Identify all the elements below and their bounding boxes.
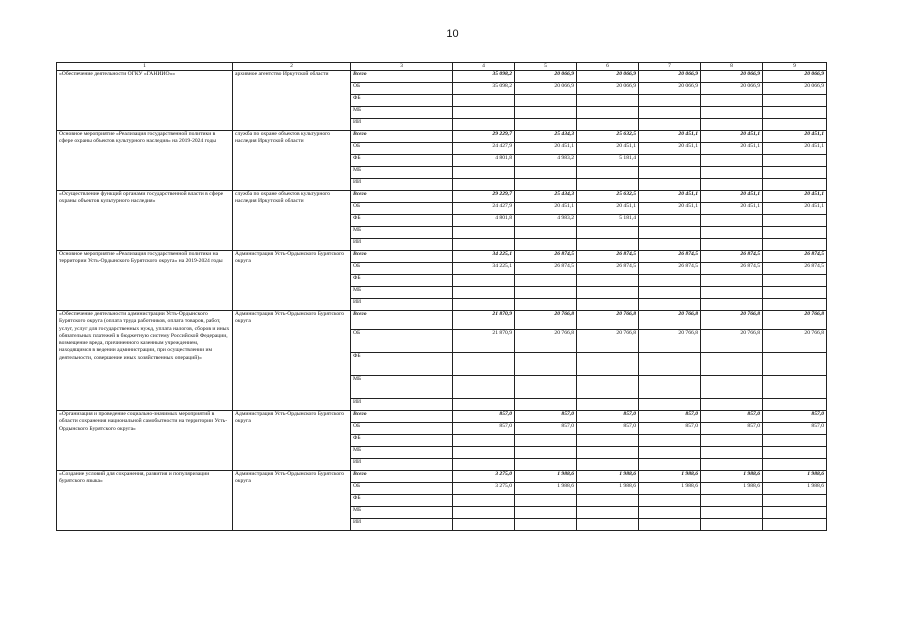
- amount-cell: [639, 399, 701, 411]
- amount-cell: 20 766,8: [701, 330, 763, 353]
- amount-cell: [701, 299, 763, 311]
- amount-cell: 20 451,1: [515, 203, 577, 215]
- amount-cell: 20 451,1: [701, 203, 763, 215]
- amount-cell: 25 434,3: [515, 131, 577, 143]
- amount-cell: 857,0: [577, 411, 639, 423]
- amount-cell: 34 225,1: [453, 263, 515, 275]
- amount-cell: 1 988,6: [763, 471, 827, 483]
- amount-cell: 26 874,5: [515, 251, 577, 263]
- amount-cell: [577, 353, 639, 376]
- column-header: 4: [453, 63, 515, 71]
- funding-source-cell: ИИ: [351, 299, 453, 311]
- amount-cell: [763, 155, 827, 167]
- amount-cell: 857,0: [763, 423, 827, 435]
- amount-cell: [763, 376, 827, 399]
- amount-cell: [639, 167, 701, 179]
- column-header: 9: [763, 63, 827, 71]
- amount-cell: [639, 179, 701, 191]
- amount-cell: 20 451,1: [763, 203, 827, 215]
- column-header: 8: [701, 63, 763, 71]
- amount-cell: 3 275,0: [453, 483, 515, 495]
- amount-cell: 26 874,5: [639, 263, 701, 275]
- amount-cell: 20 066,9: [639, 71, 701, 83]
- amount-cell: [577, 239, 639, 251]
- amount-cell: 35 098,2: [453, 83, 515, 95]
- funding-source-cell: МБ: [351, 287, 453, 299]
- amount-cell: 857,0: [701, 411, 763, 423]
- page-number: 10: [446, 28, 459, 40]
- amount-cell: 26 874,5: [577, 251, 639, 263]
- amount-cell: [453, 435, 515, 447]
- table-row: [57, 71, 827, 83]
- amount-cell: [639, 376, 701, 399]
- funding-source-cell: ФБ: [351, 215, 453, 227]
- amount-cell: [763, 119, 827, 131]
- funding-source-cell: ФБ: [351, 275, 453, 287]
- amount-cell: 26 874,5: [701, 263, 763, 275]
- amount-cell: [763, 95, 827, 107]
- funding-source-cell: МБ: [351, 227, 453, 239]
- amount-cell: 1 988,6: [701, 483, 763, 495]
- amount-cell: [763, 239, 827, 251]
- amount-cell: 1 988,6: [639, 483, 701, 495]
- amount-cell: [577, 275, 639, 287]
- funding-source-cell: ОБ: [351, 483, 453, 495]
- amount-cell: 20 766,8: [515, 330, 577, 353]
- executor-cell: Администрация Усть-Ордынского Бурятского округа: [233, 471, 351, 531]
- amount-cell: [577, 447, 639, 459]
- activity-name-cell: Основное мероприятие «Реализация государственной политики на территории Усть-Ордынского Бурятского округа» на 2019-2024 годы: [57, 251, 233, 311]
- amount-cell: [639, 107, 701, 119]
- amount-cell: [763, 495, 827, 507]
- amount-cell: 20 451,1: [639, 131, 701, 143]
- amount-cell: 1 988,6: [515, 471, 577, 483]
- amount-cell: [577, 107, 639, 119]
- amount-cell: 3 275,0: [453, 471, 515, 483]
- amount-cell: [577, 399, 639, 411]
- funding-source-cell: ИИ: [351, 119, 453, 131]
- amount-cell: [639, 215, 701, 227]
- amount-cell: [453, 227, 515, 239]
- amount-cell: 26 874,5: [763, 251, 827, 263]
- amount-cell: 20 766,8: [577, 311, 639, 330]
- amount-cell: [701, 399, 763, 411]
- activity-name-cell: «Создание условий для сохранения, развития и популяризации бурятского языка»: [57, 471, 233, 531]
- amount-cell: [515, 399, 577, 411]
- amount-cell: [453, 299, 515, 311]
- amount-cell: [763, 287, 827, 299]
- amount-cell: 20 066,9: [763, 71, 827, 83]
- amount-cell: [453, 353, 515, 376]
- amount-cell: 20 066,9: [577, 83, 639, 95]
- funding-source-cell: ИИ: [351, 459, 453, 471]
- funding-source-cell: ОБ: [351, 203, 453, 215]
- amount-cell: 4 801,8: [453, 215, 515, 227]
- amount-cell: 29 229,7: [453, 131, 515, 143]
- amount-cell: 26 874,5: [639, 251, 701, 263]
- amount-cell: [639, 95, 701, 107]
- funding-source-cell: Всего: [351, 311, 453, 330]
- amount-cell: 20 451,1: [639, 143, 701, 155]
- amount-cell: 24 427,9: [453, 143, 515, 155]
- amount-cell: 857,0: [515, 411, 577, 423]
- amount-cell: [515, 227, 577, 239]
- table-body: [57, 71, 827, 531]
- amount-cell: [763, 299, 827, 311]
- amount-cell: [701, 519, 763, 531]
- amount-cell: [701, 353, 763, 376]
- amount-cell: [515, 107, 577, 119]
- amount-cell: 20 066,9: [577, 71, 639, 83]
- amount-cell: 20 066,9: [639, 83, 701, 95]
- amount-cell: [701, 495, 763, 507]
- amount-cell: 20 766,8: [639, 330, 701, 353]
- amount-cell: 857,0: [515, 423, 577, 435]
- amount-cell: [515, 519, 577, 531]
- amount-cell: [453, 167, 515, 179]
- column-header: 6: [577, 63, 639, 71]
- amount-cell: 5 181,4: [577, 155, 639, 167]
- column-header: 1: [57, 63, 233, 71]
- column-header: 2: [233, 63, 351, 71]
- amount-cell: [701, 287, 763, 299]
- amount-cell: [701, 167, 763, 179]
- executor-cell: архивное агентство Иркутской области: [233, 71, 351, 131]
- amount-cell: [577, 299, 639, 311]
- amount-cell: [639, 495, 701, 507]
- amount-cell: [577, 507, 639, 519]
- amount-cell: [763, 215, 827, 227]
- amount-cell: [763, 519, 827, 531]
- amount-cell: [701, 435, 763, 447]
- funding-source-cell: Всего: [351, 411, 453, 423]
- amount-cell: [453, 239, 515, 251]
- funding-source-cell: МБ: [351, 447, 453, 459]
- amount-cell: [639, 519, 701, 531]
- funding-source-cell: ОБ: [351, 83, 453, 95]
- funding-source-cell: Всего: [351, 71, 453, 83]
- amount-cell: [515, 119, 577, 131]
- amount-cell: 20 451,1: [639, 203, 701, 215]
- amount-cell: [763, 167, 827, 179]
- amount-cell: [639, 287, 701, 299]
- column-header: 5: [515, 63, 577, 71]
- amount-cell: [763, 227, 827, 239]
- amount-cell: [639, 435, 701, 447]
- amount-cell: [763, 447, 827, 459]
- amount-cell: 26 874,5: [763, 263, 827, 275]
- funding-source-cell: ФБ: [351, 95, 453, 107]
- funding-source-cell: ФБ: [351, 495, 453, 507]
- amount-cell: 857,0: [639, 411, 701, 423]
- amount-cell: [577, 119, 639, 131]
- amount-cell: [515, 447, 577, 459]
- amount-cell: [639, 227, 701, 239]
- amount-cell: [577, 435, 639, 447]
- table-row: [57, 131, 827, 143]
- amount-cell: [639, 353, 701, 376]
- executor-cell: служба по охране объектов культурного наследия Иркутской области: [233, 191, 351, 251]
- executor-cell: Администрация Усть-Ордынского Бурятского округа: [233, 311, 351, 411]
- amount-cell: [453, 507, 515, 519]
- amount-cell: [515, 435, 577, 447]
- funding-source-cell: МБ: [351, 107, 453, 119]
- table-row: [57, 471, 827, 483]
- amount-cell: 25 632,5: [577, 191, 639, 203]
- amount-cell: [515, 167, 577, 179]
- amount-cell: 1 988,6: [577, 471, 639, 483]
- amount-cell: [453, 179, 515, 191]
- amount-cell: 857,0: [763, 411, 827, 423]
- funding-source-cell: МБ: [351, 376, 453, 399]
- amount-cell: 21 870,9: [453, 330, 515, 353]
- amount-cell: [515, 507, 577, 519]
- amount-cell: [515, 376, 577, 399]
- amount-cell: [701, 239, 763, 251]
- amount-cell: 20 066,9: [515, 71, 577, 83]
- amount-cell: 5 181,4: [577, 215, 639, 227]
- amount-cell: 857,0: [701, 423, 763, 435]
- amount-cell: [453, 107, 515, 119]
- amount-cell: [763, 179, 827, 191]
- activity-name-cell: «Обеспечение деятельности ОГКУ «ГАНИИО»»: [57, 71, 233, 131]
- amount-cell: 25 434,3: [515, 191, 577, 203]
- amount-cell: [453, 519, 515, 531]
- funding-source-cell: МБ: [351, 167, 453, 179]
- table-row: [57, 251, 827, 263]
- amount-cell: 20 451,1: [763, 191, 827, 203]
- amount-cell: [453, 459, 515, 471]
- funding-source-cell: ФБ: [351, 353, 453, 376]
- amount-cell: 1 988,6: [701, 471, 763, 483]
- amount-cell: [639, 507, 701, 519]
- amount-cell: [701, 119, 763, 131]
- amount-cell: [577, 287, 639, 299]
- amount-cell: [453, 119, 515, 131]
- amount-cell: 857,0: [577, 423, 639, 435]
- amount-cell: 4 983,2: [515, 155, 577, 167]
- amount-cell: [577, 167, 639, 179]
- amount-cell: 1 988,6: [577, 483, 639, 495]
- funding-source-cell: Всего: [351, 251, 453, 263]
- amount-cell: 20 451,1: [701, 191, 763, 203]
- executor-cell: служба по охране объектов культурного наследия Иркутской области: [233, 131, 351, 191]
- amount-cell: [763, 459, 827, 471]
- amount-cell: [515, 275, 577, 287]
- amount-cell: 26 874,5: [515, 263, 577, 275]
- amount-cell: 857,0: [453, 411, 515, 423]
- amount-cell: [453, 287, 515, 299]
- amount-cell: 20 451,1: [577, 143, 639, 155]
- amount-cell: 20 766,8: [639, 311, 701, 330]
- budget-table: [56, 62, 827, 531]
- column-header: 7: [639, 63, 701, 71]
- funding-source-cell: ИИ: [351, 179, 453, 191]
- amount-cell: [515, 95, 577, 107]
- funding-source-cell: ФБ: [351, 435, 453, 447]
- amount-cell: 29 229,7: [453, 191, 515, 203]
- amount-cell: [763, 275, 827, 287]
- amount-cell: [639, 119, 701, 131]
- amount-cell: [763, 399, 827, 411]
- amount-cell: [701, 376, 763, 399]
- funding-source-cell: ОБ: [351, 263, 453, 275]
- amount-cell: [763, 435, 827, 447]
- funding-source-cell: Всего: [351, 131, 453, 143]
- amount-cell: [701, 447, 763, 459]
- amount-cell: [577, 95, 639, 107]
- amount-cell: [701, 155, 763, 167]
- amount-cell: 26 874,5: [577, 263, 639, 275]
- amount-cell: 20 451,1: [515, 143, 577, 155]
- amount-cell: [577, 459, 639, 471]
- amount-cell: [701, 95, 763, 107]
- amount-cell: [701, 107, 763, 119]
- amount-cell: [577, 179, 639, 191]
- amount-cell: 1 988,6: [515, 483, 577, 495]
- amount-cell: [453, 376, 515, 399]
- amount-cell: 20 451,1: [701, 131, 763, 143]
- amount-cell: [577, 227, 639, 239]
- amount-cell: [763, 507, 827, 519]
- amount-cell: [515, 299, 577, 311]
- amount-cell: 20 451,1: [701, 143, 763, 155]
- amount-cell: [639, 239, 701, 251]
- table-row: [57, 411, 827, 423]
- amount-cell: [453, 495, 515, 507]
- amount-cell: 1 988,6: [639, 471, 701, 483]
- amount-cell: 20 451,1: [639, 191, 701, 203]
- amount-cell: 20 066,9: [701, 71, 763, 83]
- amount-cell: 20 766,8: [763, 330, 827, 353]
- amount-cell: [515, 353, 577, 376]
- amount-cell: [453, 95, 515, 107]
- amount-cell: 1 988,6: [763, 483, 827, 495]
- table-row: [57, 311, 827, 330]
- funding-source-cell: ИИ: [351, 519, 453, 531]
- amount-cell: 24 427,9: [453, 203, 515, 215]
- amount-cell: [701, 215, 763, 227]
- amount-cell: 20 766,8: [577, 330, 639, 353]
- activity-name-cell: «Осуществление функций органами государственной власти в сфере охраны объектов культурного наследия»: [57, 191, 233, 251]
- amount-cell: [639, 275, 701, 287]
- amount-cell: 20 451,1: [763, 143, 827, 155]
- amount-cell: 34 225,1: [453, 251, 515, 263]
- amount-cell: 20 066,9: [701, 83, 763, 95]
- amount-cell: [453, 275, 515, 287]
- funding-source-cell: ИИ: [351, 399, 453, 411]
- amount-cell: [577, 376, 639, 399]
- column-number-row: [57, 63, 827, 71]
- funding-source-cell: ОБ: [351, 423, 453, 435]
- table-row: [57, 191, 827, 203]
- column-header: 3: [351, 63, 453, 71]
- amount-cell: [763, 107, 827, 119]
- amount-cell: [453, 447, 515, 459]
- amount-cell: [453, 399, 515, 411]
- amount-cell: 21 870,9: [453, 311, 515, 330]
- executor-cell: Администрация Усть-Ордынского Бурятского округа: [233, 411, 351, 471]
- amount-cell: 20 766,8: [763, 311, 827, 330]
- amount-cell: [701, 507, 763, 519]
- funding-source-cell: ОБ: [351, 143, 453, 155]
- amount-cell: [515, 179, 577, 191]
- funding-source-cell: Всего: [351, 471, 453, 483]
- amount-cell: [701, 459, 763, 471]
- amount-cell: 35 098,2: [453, 71, 515, 83]
- amount-cell: 4 801,8: [453, 155, 515, 167]
- amount-cell: [515, 459, 577, 471]
- amount-cell: 857,0: [639, 423, 701, 435]
- amount-cell: 20 066,9: [763, 83, 827, 95]
- amount-cell: 20 451,1: [763, 131, 827, 143]
- amount-cell: [577, 519, 639, 531]
- amount-cell: [701, 227, 763, 239]
- amount-cell: 20 766,8: [515, 311, 577, 330]
- amount-cell: [639, 299, 701, 311]
- amount-cell: [515, 495, 577, 507]
- amount-cell: 20 451,1: [577, 203, 639, 215]
- amount-cell: [515, 287, 577, 299]
- amount-cell: [763, 353, 827, 376]
- amount-cell: [639, 155, 701, 167]
- activity-name-cell: «Обеспечение деятельности администрации Усть-Ордынского Бурятского округа (оплата труда работников, оплата товаров, работ, услуг, услуг для государственных нужд, уплата налогов, сборов и иных обязательных платежей в бюджетную систему Российской Федерации, возмещение вреда, причиненного казенным учреждением, находящимся в ведении администрации, при осуществлении им деятельности, совершение иных хозяйственных операций)»: [57, 311, 233, 411]
- amount-cell: [701, 275, 763, 287]
- executor-cell: Администрация Усть-Ордынского Бурятского округа: [233, 251, 351, 311]
- funding-source-cell: ОБ: [351, 330, 453, 353]
- amount-cell: 20 066,9: [515, 83, 577, 95]
- funding-source-cell: ИИ: [351, 239, 453, 251]
- amount-cell: 20 766,8: [701, 311, 763, 330]
- amount-cell: [515, 239, 577, 251]
- amount-cell: [577, 495, 639, 507]
- activity-name-cell: Основное мероприятие «Реализация государственной политики в сфере охраны объектов культурного наследия» на 2019-2024 годы: [57, 131, 233, 191]
- funding-source-cell: Всего: [351, 191, 453, 203]
- amount-cell: 4 983,2: [515, 215, 577, 227]
- amount-cell: 857,0: [453, 423, 515, 435]
- amount-cell: [639, 447, 701, 459]
- funding-source-cell: ФБ: [351, 155, 453, 167]
- activity-name-cell: «Организация и проведение социально-значимых мероприятий в области сохранения национальной самобытности на территории Усть-Ордынского Бурятского округа»: [57, 411, 233, 471]
- amount-cell: 25 632,5: [577, 131, 639, 143]
- amount-cell: 26 874,5: [701, 251, 763, 263]
- funding-source-cell: МБ: [351, 507, 453, 519]
- amount-cell: [701, 179, 763, 191]
- amount-cell: [639, 459, 701, 471]
